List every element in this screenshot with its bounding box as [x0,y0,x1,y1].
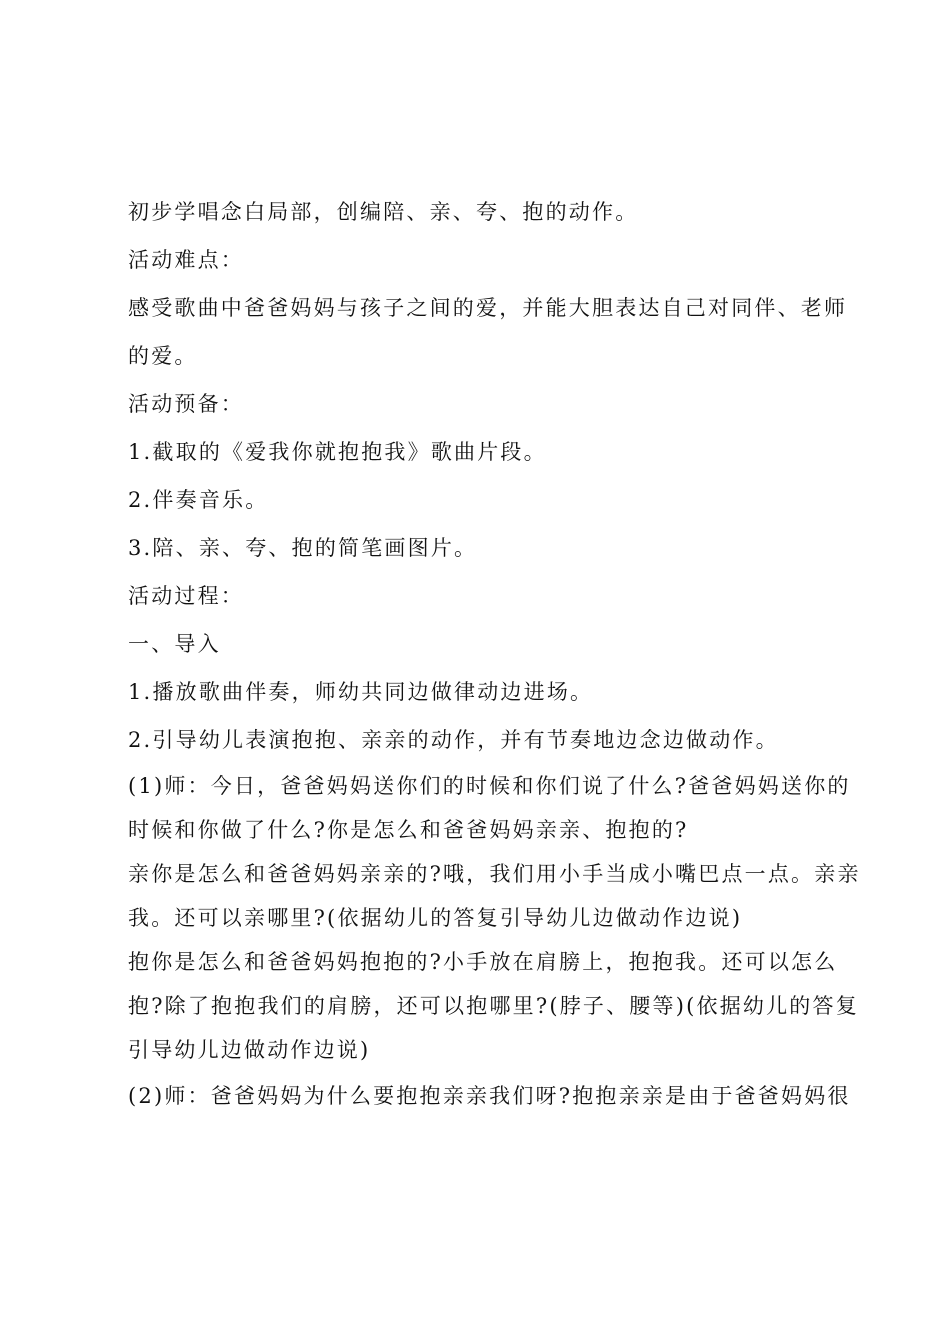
text-line: 亲你是怎么和爸爸妈妈亲亲的?哦，我们用小手当成小嘴巴点一点。亲亲 [128,862,861,886]
section-heading: 一、导入 [128,632,221,656]
list-item: 3.陪、亲、夸、抱的简笔画图片。 [128,536,478,560]
text-line: 的爱。 [128,344,198,368]
text-line: 抱你是怎么和爸爸妈妈抱抱的?小手放在肩膀上，抱抱我。还可以怎么 [128,950,838,974]
list-item: 2.伴奏音乐。 [128,488,269,512]
text-line: (1)师：今日，爸爸妈妈送你们的时候和你们说了什么?爸爸妈妈送你的 [128,774,851,798]
section-heading: 活动过程： [128,584,244,608]
text-line: 引导幼儿边做动作边说) [128,1038,371,1062]
text-line: 感受歌曲中爸爸妈妈与孩子之间的爱，并能大胆表达自己对同伴、老师 [128,296,848,320]
section-heading: 活动难点： [128,248,244,272]
text-line: 时候和你做了什么?你是怎么和爸爸妈妈亲亲、抱抱的? [128,818,689,842]
document-body [128,188,861,1120]
text-line: 抱?除了抱抱我们的肩膀，还可以抱哪里?(脖子、腰等)(依据幼儿的答复 [128,994,859,1018]
text-line: (2)师：爸爸妈妈为什么要抱抱亲亲我们呀?抱抱亲亲是由于爸爸妈妈很 [128,1084,851,1108]
text-line: 我。还可以亲哪里?(依据幼儿的答复引导幼儿边做动作边说) [128,906,743,930]
text-line: 初步学唱念白局部，创编陪、亲、夸、抱的动作。 [128,200,639,224]
section-heading: 活动预备： [128,392,244,416]
list-item: 1.播放歌曲伴奏，师幼共同边做律动边进场。 [128,680,594,704]
list-item: 2.引导幼儿表演抱抱、亲亲的动作，并有节奏地边念边做动作。 [128,728,779,752]
list-item: 1.截取的《爱我你就抱抱我》歌曲片段。 [128,440,547,464]
